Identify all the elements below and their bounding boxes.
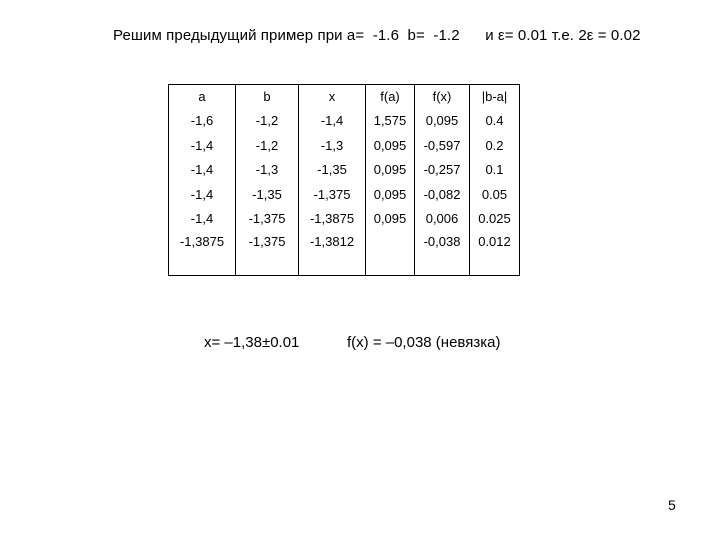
filler-cell (366, 253, 415, 276)
cell-b: -1,2 (236, 134, 299, 158)
filler-cell (236, 253, 299, 276)
cell-a: -1,4 (169, 134, 236, 158)
cell-fa: 0,095 (366, 134, 415, 158)
table-filler-row (169, 253, 520, 276)
cell-b-a: 0.2 (470, 134, 520, 158)
cell-x: -1,375 (299, 183, 366, 207)
header-fa: f(a) (366, 85, 415, 110)
cell-x: -1,3812 (299, 231, 366, 253)
cell-a: -1,4 (169, 183, 236, 207)
cell-fx: -0,038 (415, 231, 470, 253)
table-row (169, 134, 520, 158)
cell-fx: -0,082 (415, 183, 470, 207)
cell-b-a: 0.012 (470, 231, 520, 253)
table-row (169, 231, 520, 253)
cell-b-a: 0.05 (470, 183, 520, 207)
filler-cell (415, 253, 470, 276)
cell-b-a: 0.025 (470, 207, 520, 231)
table-row (169, 109, 520, 133)
cell-a: -1,6 (169, 109, 236, 133)
cell-b: -1,375 (236, 231, 299, 253)
cell-x: -1,4 (299, 109, 366, 133)
table-header-row (169, 85, 520, 110)
filler-cell (299, 253, 366, 276)
cell-x: -1,3 (299, 134, 366, 158)
cell-b: -1,2 (236, 109, 299, 133)
cell-fa: 1,575 (366, 109, 415, 133)
filler-cell (470, 253, 520, 276)
page-number: 5 (668, 497, 676, 513)
bisection-table (168, 84, 520, 276)
cell-fa: 0,095 (366, 183, 415, 207)
cell-x: -1,35 (299, 158, 366, 182)
cell-fa: 0,095 (366, 158, 415, 182)
cell-a: -1,4 (169, 207, 236, 231)
table-row (169, 207, 520, 231)
table-row (169, 158, 520, 182)
header-b: b (236, 85, 299, 110)
header-fx: f(x) (415, 85, 470, 110)
header-a: a (169, 85, 236, 110)
cell-a: -1,3875 (169, 231, 236, 253)
header-x: x (299, 85, 366, 110)
cell-a: -1,4 (169, 158, 236, 182)
cell-b: -1,3 (236, 158, 299, 182)
cell-fx: -0,597 (415, 134, 470, 158)
cell-fx: 0,095 (415, 109, 470, 133)
cell-x: -1,3875 (299, 207, 366, 231)
header-b-a: |b-a| (470, 85, 520, 110)
cell-b-a: 0.4 (470, 109, 520, 133)
cell-b-a: 0.1 (470, 158, 520, 182)
cell-fa (366, 231, 415, 253)
answer-residual: f(x) = –0,038 (невязка) (347, 334, 501, 351)
cell-fa: 0,095 (366, 207, 415, 231)
filler-cell (169, 253, 236, 276)
answer-x: x= –1,38±0.01 (204, 334, 300, 351)
table-row (169, 183, 520, 207)
cell-fx: 0,006 (415, 207, 470, 231)
cell-fx: -0,257 (415, 158, 470, 182)
cell-b: -1,375 (236, 207, 299, 231)
cell-b: -1,35 (236, 183, 299, 207)
slide-heading: Решим предыдущий пример при а= -1.6 b= -1.2 и ε= 0.01 т.е. 2ε = 0.02 (113, 27, 641, 44)
